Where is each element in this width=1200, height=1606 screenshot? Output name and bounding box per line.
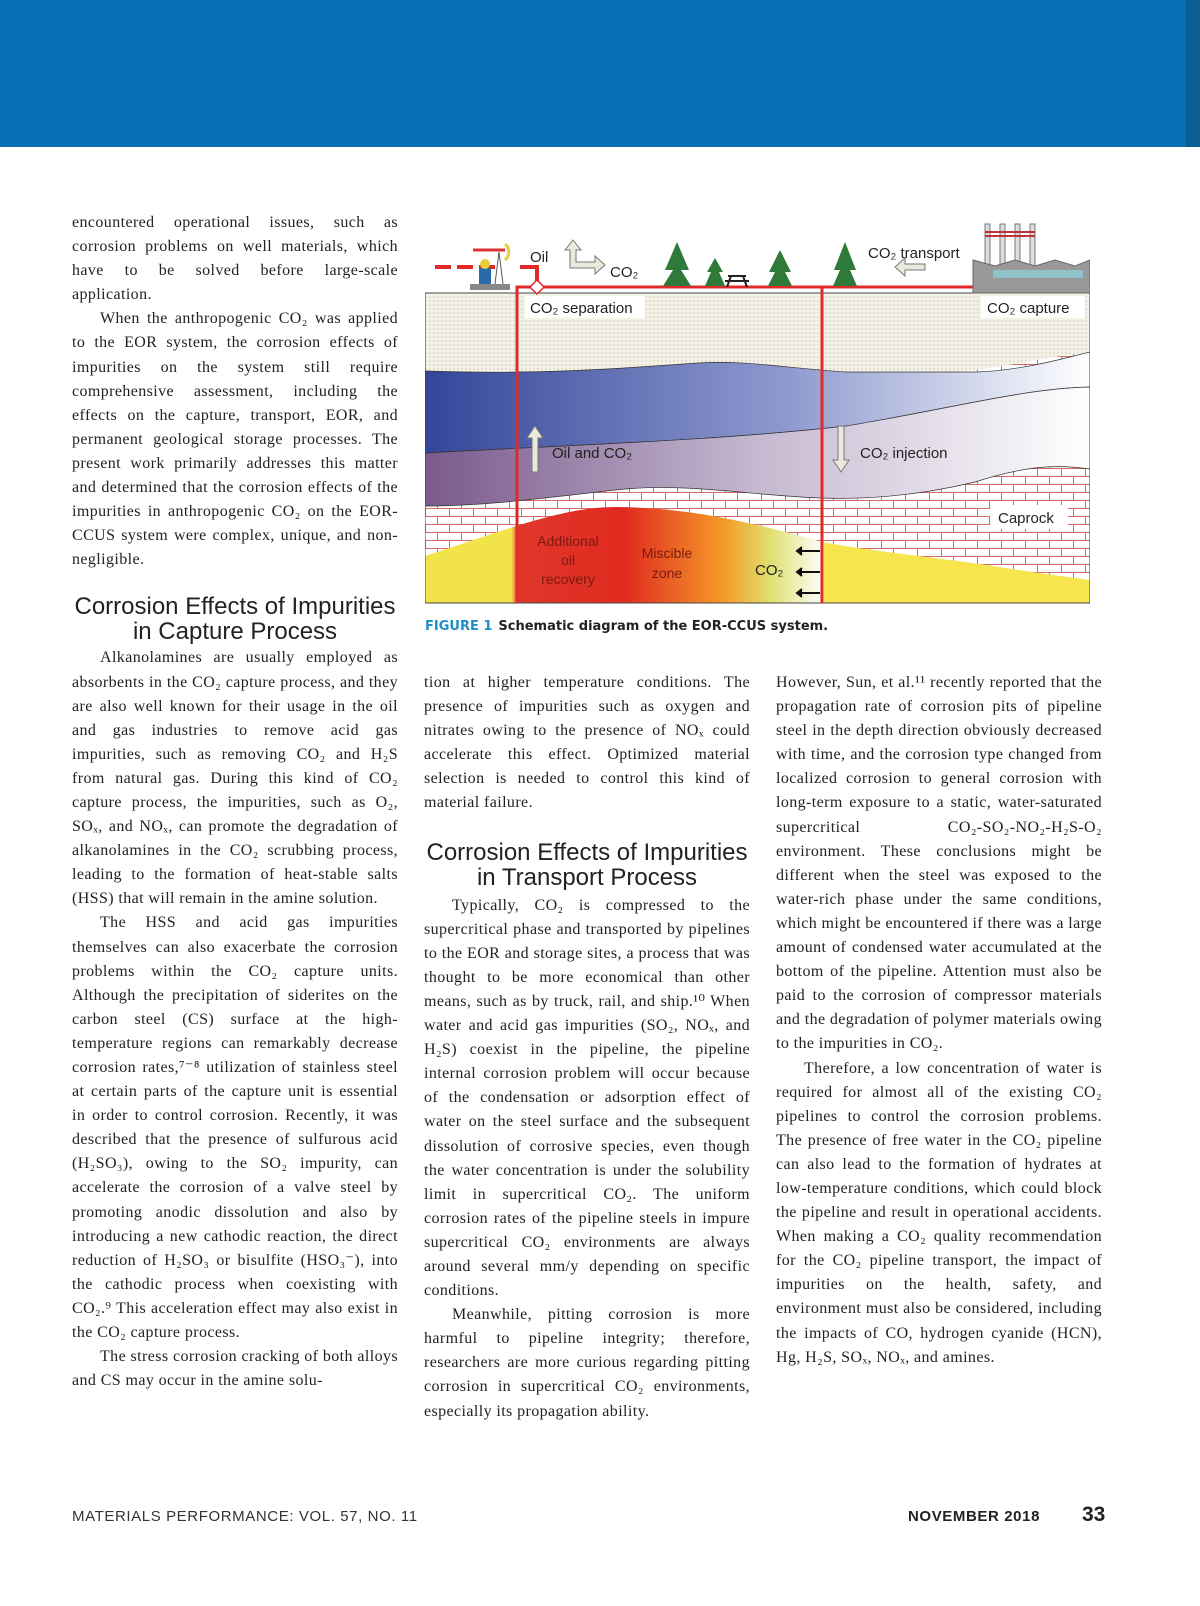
label-oil-and-co2: Oil and CO₂ <box>552 445 633 462</box>
paragraph: Therefore, a low concentration of water is required for almost all of the existing CO₂ pipelines to control the corrosion problems. The presence of free water in the CO₂ pipeline can also lead to the formation of hydrates at low-temperature conditions, which could block the pipeline and result in operational accidents. When making a CO₂ quality recommendation for the CO₂ pipeline transport, the impact of impurities on the health, safety, and environment must also be considered, including the impacts of CO, hydrogen cyanide (HCN), Hg, H₂S, SOₓ, NOₓ, and amines. <box>776 1059 1102 1366</box>
label-additional-oil-recovery-2: oil <box>560 552 576 568</box>
footer-journal: MATERIALS PERFORMANCE: VOL. 57, NO. 11 <box>72 1508 418 1525</box>
label-co2-separation: CO₂ separation <box>530 300 633 317</box>
label-caprock: Caprock <box>998 510 1054 527</box>
co2-out-arrow-icon <box>565 240 605 274</box>
column-2 <box>424 671 750 1424</box>
label-co2-injection: CO₂ injection <box>860 445 948 462</box>
figure-number: FIGURE 1 <box>425 619 493 634</box>
banner-edge <box>1186 0 1200 147</box>
figure-caption-text: Schematic diagram of the EOR-CCUS system. <box>498 619 829 634</box>
paragraph: Alkanolamines are usually employed as absorbents in the CO₂ capture process, and they are also well known for their usage in the oil and gas industries to remove acid gas impurities, such as removing CO₂ and H₂S from natural gas. During this kind of CO₂ capture process, the impurities, such as O₂, SOₓ, and NOₓ, can promote the degradation of alkanolamines in the CO₂ scrubbing process, leading to the formation of heat-stable salts (HSS) that will remain in the amine solution. <box>72 649 398 908</box>
footer-date: NOVEMBER 2018 <box>908 1508 1041 1525</box>
label-additional-oil-recovery-3: recovery <box>541 571 595 587</box>
label-co2-out: CO₂ <box>610 264 639 281</box>
picnic-table-icon <box>725 276 749 287</box>
eor-ccus-schematic <box>425 220 1090 606</box>
paragraph: The HSS and acid gas impurities themselves can also exacerbate the corrosion problems within the CO₂ capture units. Although the precipitation of siderites on the carbon steel (CS) surface at the high-temperature regions can remarkably decrease corrosion rates,⁷⁻⁸ utilization of stainless steel at certain parts of the capture unit is essential in order to control corrosion. Recently, it was described that the presence of sulfurous acid (H₂SO₃), owing to the SO₂ impurity, can accelerate the corrosion of a valve steel by promoting anodic dissolution and also by introducing a new cathodic reaction, the direct reduction of H₂SO₃ or bisulfite (HSO₃⁻), into the cathodic process when coexisting with CO₂.⁹ This acceleration effect may also exist in the CO₂ capture process. <box>72 914 398 1342</box>
paragraph: However, Sun, et al.¹¹ recently reported that the propagation rate of corrosion pits of pipeline steel in the depth direction obviously decreased with time, and the corrosion type changed from localized corrosion to general corrosion with long-term exposure to a static, water-saturated supercritical CO₂-SO₂-NO₂-H₂S-O₂ environment. These conclusions might be different when the steel was exposed to the water-rich phase under the same conditions, which might be encountered if there was a large amount of condensed water accumulated at the bottom of the pipeline. Attention must also be paid to the corrosion of compressor materials and the degradation of polymer materials owing to the impurities in CO₂. <box>776 674 1102 1053</box>
trees-icon <box>663 242 857 286</box>
column-1 <box>72 211 398 1393</box>
label-miscible-zone-1: Miscible <box>641 545 693 561</box>
paragraph: tion at higher temperature conditions. The presence of impurities such as oxygen and nitrates owing to the presence of NOₓ could accelerate this effect. Optimized material selection is needed to control this kind of material failure. <box>424 674 750 812</box>
paragraph: Typically, CO₂ is compressed to the supercritical phase and transported by pipelines to the EOR and storage sites, a process that was thought to be more economical than other means, such as by truck, rail, and ship.¹⁰ When water and acid gas impurities (SO₂, NOₓ, and H₂S) coexist in the pipeline, the pipeline internal corrosion problem will occur because of the condensation or adsorption effect of water on the steel surface and the subsequent dissolution of corrosive species, even though the water concentration is under the solubility limit in supercritical CO₂. The uniform corrosion rates of the pipeline steels in impure supercritical CO₂ environments are always around several mm/y depending on specific conditions. <box>424 896 750 1300</box>
label-oil: Oil <box>530 249 549 266</box>
separator-valve-icon <box>530 280 544 294</box>
paragraph: encountered operational issues, such as corrosion problems on well materials, which have to be solved before large-scale application. <box>72 214 398 304</box>
factory-icon <box>973 224 1090 293</box>
paragraph: Meanwhile, pitting corrosion is more harmful to pipeline integrity; therefore, researchers are more curious regarding pitting corrosion in supercritical CO₂ environments, especially its propagation ability. <box>424 1306 750 1420</box>
label-co2-capture: CO₂ capture <box>987 300 1070 317</box>
header-banner <box>0 0 1200 147</box>
label-co2-front: CO₂ <box>755 562 784 579</box>
paragraph: When the anthropogenic CO₂ was applied to the EOR system, the corrosion effects of impurities on the system still require comprehensive assessment, including the effects on the capture, transport, EOR, and permanent geological storage processes. The present work primarily addresses this matter and determined that the corrosion effects of the impurities in anthropogenic CO₂ on the EOR-CCUS system were complex, unique, and non-negligible. <box>72 310 398 569</box>
page-number: 33 <box>1082 1503 1106 1526</box>
label-additional-oil-recovery-1: Additional <box>537 533 599 549</box>
section-heading-transport: Corrosion Effects of Impurities in Transport Process <box>426 838 748 891</box>
figure-caption <box>425 619 828 634</box>
figure-eor-ccus-diagram <box>425 220 1090 606</box>
column-3 <box>776 671 1102 1370</box>
section-heading-capture: Corrosion Effects of Impurities in Capture Process <box>74 593 396 646</box>
paragraph: The stress corrosion cracking of both alloys and CS may occur in the amine solu- <box>72 1348 398 1390</box>
label-miscible-zone-2: zone <box>651 565 683 581</box>
label-co2-transport: CO₂ transport <box>868 245 960 262</box>
